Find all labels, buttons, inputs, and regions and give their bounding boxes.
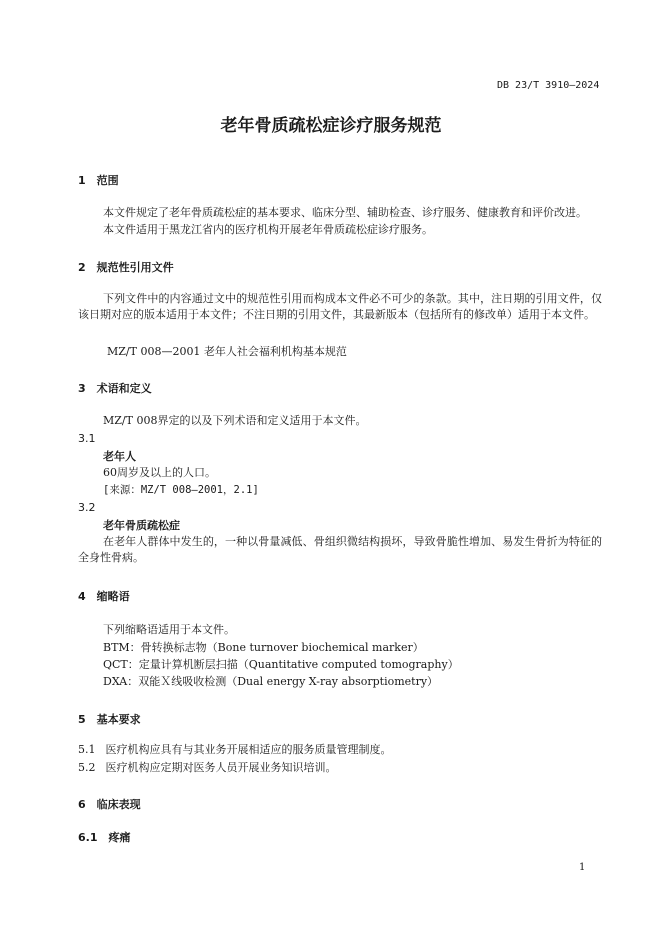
section-number: 2 [78, 261, 86, 274]
document-title: 老年骨质疏松症诊疗服务规范 [220, 116, 442, 136]
section-number: 5 [78, 713, 86, 726]
section-title: 范围 [96, 174, 119, 187]
term-name: 老年骨质疏松症 [103, 519, 180, 532]
section-3-heading [78, 380, 152, 396]
term-number: 3.1 [78, 432, 96, 445]
section-1-heading [78, 172, 119, 188]
paragraph: 本文件规定了老年骨质疏松症的基本要求、临床分型、辅助检查、诊疗服务、健康教育和评价改进。 [103, 206, 587, 219]
clause-text: 医疗机构应具有与其业务开展相适应的服务质量管理制度。 [105, 743, 392, 756]
normative-reference: MZ/T 008—2001 老年人社会福利机构基本规范 [107, 345, 347, 358]
section-4-heading [78, 588, 130, 604]
term-number: 3.2 [78, 501, 96, 514]
paragraph: 下列文件中的内容通过文中的规范性引用而构成本文件必不可少的条款。其中，注日期的引用文件，仅该日期对应的版本适用于本文件；不注日期的引用文件，其最新版本（包括所有的修改单）适用于本文件。 [78, 292, 602, 321]
subsection-6-1-heading [78, 829, 131, 845]
clause-number: 5.2 [78, 761, 96, 774]
section-title: 基本要求 [96, 713, 141, 726]
paragraph: 本文件适用于黑龙江省内的医疗机构开展老年骨质疏松症诊疗服务。 [103, 223, 433, 236]
clause-number: 5.1 [78, 743, 96, 756]
term-name: 老年人 [103, 450, 136, 463]
section-2-heading [78, 259, 174, 275]
section-title: 规范性引用文件 [96, 261, 174, 274]
clause [78, 742, 392, 758]
section-5-heading [78, 711, 141, 727]
abbreviation-item: BTM：骨转换标志物（Bone turnover biochemical marker） [103, 641, 424, 654]
term-source: [来源：MZ/T 008—2001，2.1] [103, 484, 259, 496]
section-6-heading [78, 796, 141, 812]
page-number: 1 [579, 862, 586, 873]
section-number: 4 [78, 590, 86, 603]
section-title: 术语和定义 [96, 382, 152, 395]
abbreviation-item: QCT：定量计算机断层扫描（Quantitative computed tomography） [103, 658, 459, 671]
term-definition: 60周岁及以上的人口。 [103, 466, 216, 479]
subsection-number: 6.1 [78, 831, 98, 844]
section-title: 缩略语 [96, 590, 130, 603]
paragraph: 下列缩略语适用于本文件。 [103, 623, 235, 636]
section-number: 1 [78, 174, 86, 187]
standard-code: DB 23/T 3910—2024 [497, 80, 600, 91]
clause [78, 760, 337, 776]
section-number: 6 [78, 798, 86, 811]
section-number: 3 [78, 382, 86, 395]
paragraph: MZ/T 008界定的以及下列术语和定义适用于本文件。 [103, 414, 367, 427]
subsection-title: 疼痛 [108, 831, 131, 844]
clause-text: 医疗机构应定期对医务人员开展业务知识培训。 [105, 761, 337, 774]
term-definition: 在老年人群体中发生的，一种以骨量减低、骨组织微结构损坏，导致骨脆性增加、易发生骨折为特征的全身性骨病。 [78, 535, 602, 564]
section-title: 临床表现 [96, 798, 141, 811]
abbreviation-item: DXA：双能Ｘ线吸收检测（Dual energy X-ray absorptiometry） [103, 675, 439, 688]
